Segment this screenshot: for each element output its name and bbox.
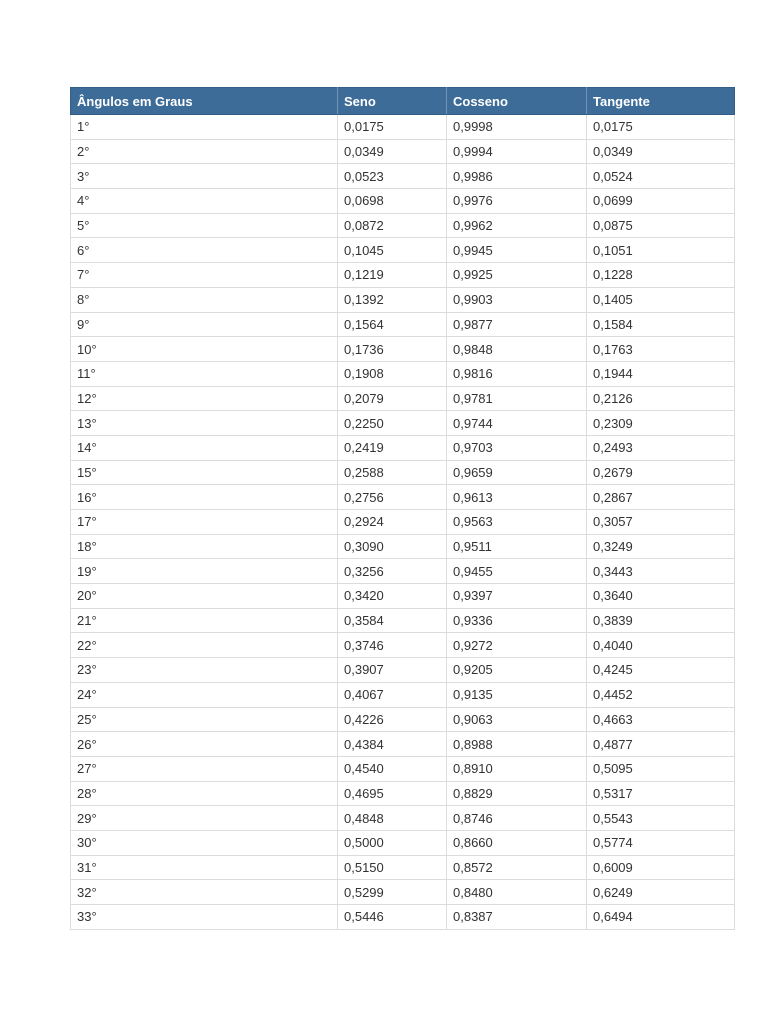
table-row (71, 534, 735, 559)
cell-cosine: 0,9976 (447, 189, 587, 214)
table-row (71, 880, 735, 905)
cell-cosine: 0,8829 (447, 781, 587, 806)
cell-sine: 0,1736 (338, 337, 447, 362)
cell-cosine: 0,9986 (447, 164, 587, 189)
cell-angle: 23° (71, 658, 338, 683)
header-cosine: Cosseno (447, 88, 587, 115)
cell-cosine: 0,9659 (447, 460, 587, 485)
cell-angle: 32° (71, 880, 338, 905)
cell-tangent: 0,4663 (587, 707, 735, 732)
cell-sine: 0,5299 (338, 880, 447, 905)
cell-tangent: 0,0524 (587, 164, 735, 189)
cell-angle: 7° (71, 263, 338, 288)
cell-angle: 15° (71, 460, 338, 485)
cell-cosine: 0,9925 (447, 263, 587, 288)
table-row (71, 312, 735, 337)
cell-tangent: 0,3443 (587, 559, 735, 584)
cell-cosine: 0,8660 (447, 830, 587, 855)
table-row (71, 337, 735, 362)
cell-sine: 0,2250 (338, 411, 447, 436)
cell-sine: 0,3746 (338, 633, 447, 658)
cell-angle: 13° (71, 411, 338, 436)
cell-cosine: 0,9205 (447, 658, 587, 683)
cell-angle: 2° (71, 139, 338, 164)
cell-sine: 0,2419 (338, 435, 447, 460)
table-row (71, 559, 735, 584)
cell-angle: 26° (71, 732, 338, 757)
cell-tangent: 0,4245 (587, 658, 735, 683)
table-row (71, 460, 735, 485)
cell-tangent: 0,1051 (587, 238, 735, 263)
cell-tangent: 0,1763 (587, 337, 735, 362)
cell-cosine: 0,9744 (447, 411, 587, 436)
cell-sine: 0,1392 (338, 287, 447, 312)
cell-sine: 0,5150 (338, 855, 447, 880)
cell-angle: 14° (71, 435, 338, 460)
cell-cosine: 0,9563 (447, 510, 587, 535)
cell-sine: 0,4540 (338, 756, 447, 781)
cell-tangent: 0,2309 (587, 411, 735, 436)
cell-tangent: 0,1584 (587, 312, 735, 337)
table-row (71, 435, 735, 460)
cell-tangent: 0,2493 (587, 435, 735, 460)
cell-angle: 17° (71, 510, 338, 535)
cell-sine: 0,3420 (338, 584, 447, 609)
cell-angle: 12° (71, 386, 338, 411)
cell-sine: 0,0872 (338, 213, 447, 238)
cell-angle: 1° (71, 115, 338, 140)
cell-sine: 0,1908 (338, 361, 447, 386)
cell-angle: 28° (71, 781, 338, 806)
cell-sine: 0,1045 (338, 238, 447, 263)
cell-angle: 9° (71, 312, 338, 337)
cell-angle: 27° (71, 756, 338, 781)
table-row (71, 386, 735, 411)
cell-sine: 0,4848 (338, 806, 447, 831)
table-row (71, 238, 735, 263)
cell-sine: 0,3907 (338, 658, 447, 683)
table-row (71, 806, 735, 831)
cell-sine: 0,4067 (338, 682, 447, 707)
table-row (71, 781, 735, 806)
cell-sine: 0,1219 (338, 263, 447, 288)
table-row (71, 485, 735, 510)
cell-tangent: 0,2867 (587, 485, 735, 510)
header-tangent: Tangente (587, 88, 735, 115)
cell-tangent: 0,1944 (587, 361, 735, 386)
cell-angle: 4° (71, 189, 338, 214)
cell-tangent: 0,0699 (587, 189, 735, 214)
cell-angle: 11° (71, 361, 338, 386)
cell-sine: 0,5000 (338, 830, 447, 855)
cell-sine: 0,1564 (338, 312, 447, 337)
cell-sine: 0,2924 (338, 510, 447, 535)
table-row (71, 115, 735, 140)
cell-tangent: 0,2679 (587, 460, 735, 485)
table-row (71, 682, 735, 707)
cell-cosine: 0,8572 (447, 855, 587, 880)
cell-cosine: 0,9848 (447, 337, 587, 362)
cell-sine: 0,3584 (338, 608, 447, 633)
cell-angle: 24° (71, 682, 338, 707)
cell-tangent: 0,3249 (587, 534, 735, 559)
header-angle: Ângulos em Graus (71, 88, 338, 115)
table-row (71, 189, 735, 214)
cell-cosine: 0,9816 (447, 361, 587, 386)
cell-angle: 16° (71, 485, 338, 510)
cell-angle: 25° (71, 707, 338, 732)
cell-angle: 21° (71, 608, 338, 633)
cell-tangent: 0,6494 (587, 905, 735, 930)
cell-cosine: 0,8746 (447, 806, 587, 831)
cell-angle: 29° (71, 806, 338, 831)
cell-tangent: 0,1228 (587, 263, 735, 288)
table-row (71, 263, 735, 288)
cell-sine: 0,2079 (338, 386, 447, 411)
cell-cosine: 0,9511 (447, 534, 587, 559)
cell-cosine: 0,9994 (447, 139, 587, 164)
cell-angle: 19° (71, 559, 338, 584)
cell-cosine: 0,9336 (447, 608, 587, 633)
cell-tangent: 0,4452 (587, 682, 735, 707)
cell-cosine: 0,9397 (447, 584, 587, 609)
table-row (71, 756, 735, 781)
table-row (71, 213, 735, 238)
cell-tangent: 0,0175 (587, 115, 735, 140)
cell-cosine: 0,8910 (447, 756, 587, 781)
cell-angle: 8° (71, 287, 338, 312)
cell-cosine: 0,9945 (447, 238, 587, 263)
cell-cosine: 0,9703 (447, 435, 587, 460)
cell-angle: 5° (71, 213, 338, 238)
cell-angle: 33° (71, 905, 338, 930)
header-sine: Seno (338, 88, 447, 115)
cell-tangent: 0,5543 (587, 806, 735, 831)
table-row (71, 608, 735, 633)
cell-sine: 0,0698 (338, 189, 447, 214)
trig-table (70, 87, 735, 930)
table-row (71, 855, 735, 880)
table-row (71, 658, 735, 683)
cell-angle: 18° (71, 534, 338, 559)
cell-angle: 20° (71, 584, 338, 609)
cell-sine: 0,4226 (338, 707, 447, 732)
cell-tangent: 0,2126 (587, 386, 735, 411)
cell-tangent: 0,6009 (587, 855, 735, 880)
cell-cosine: 0,9613 (447, 485, 587, 510)
cell-angle: 22° (71, 633, 338, 658)
cell-sine: 0,5446 (338, 905, 447, 930)
cell-cosine: 0,9135 (447, 682, 587, 707)
cell-angle: 30° (71, 830, 338, 855)
cell-tangent: 0,4877 (587, 732, 735, 757)
cell-cosine: 0,9998 (447, 115, 587, 140)
cell-cosine: 0,8480 (447, 880, 587, 905)
cell-tangent: 0,4040 (587, 633, 735, 658)
cell-angle: 6° (71, 238, 338, 263)
table-row (71, 287, 735, 312)
table-row (71, 164, 735, 189)
cell-tangent: 0,1405 (587, 287, 735, 312)
cell-sine: 0,0175 (338, 115, 447, 140)
cell-tangent: 0,0875 (587, 213, 735, 238)
cell-tangent: 0,6249 (587, 880, 735, 905)
cell-cosine: 0,9962 (447, 213, 587, 238)
table-row (71, 905, 735, 930)
cell-sine: 0,3090 (338, 534, 447, 559)
table-header (71, 88, 735, 115)
table-row (71, 584, 735, 609)
cell-cosine: 0,9877 (447, 312, 587, 337)
cell-angle: 10° (71, 337, 338, 362)
cell-angle: 3° (71, 164, 338, 189)
table-row (71, 732, 735, 757)
cell-tangent: 0,3640 (587, 584, 735, 609)
header-row (71, 88, 735, 115)
table-row (71, 830, 735, 855)
cell-tangent: 0,5317 (587, 781, 735, 806)
cell-sine: 0,2588 (338, 460, 447, 485)
table-row (71, 707, 735, 732)
table-row (71, 139, 735, 164)
cell-cosine: 0,9272 (447, 633, 587, 658)
cell-tangent: 0,0349 (587, 139, 735, 164)
cell-sine: 0,4695 (338, 781, 447, 806)
table-row (71, 633, 735, 658)
cell-sine: 0,4384 (338, 732, 447, 757)
cell-tangent: 0,3839 (587, 608, 735, 633)
table-row (71, 510, 735, 535)
table-row (71, 411, 735, 436)
cell-sine: 0,2756 (338, 485, 447, 510)
cell-cosine: 0,8387 (447, 905, 587, 930)
cell-cosine: 0,9903 (447, 287, 587, 312)
cell-sine: 0,0523 (338, 164, 447, 189)
cell-tangent: 0,3057 (587, 510, 735, 535)
cell-tangent: 0,5774 (587, 830, 735, 855)
table-body (71, 115, 735, 930)
cell-cosine: 0,8988 (447, 732, 587, 757)
cell-cosine: 0,9455 (447, 559, 587, 584)
cell-cosine: 0,9781 (447, 386, 587, 411)
cell-cosine: 0,9063 (447, 707, 587, 732)
cell-tangent: 0,5095 (587, 756, 735, 781)
table-row (71, 361, 735, 386)
cell-angle: 31° (71, 855, 338, 880)
cell-sine: 0,3256 (338, 559, 447, 584)
cell-sine: 0,0349 (338, 139, 447, 164)
